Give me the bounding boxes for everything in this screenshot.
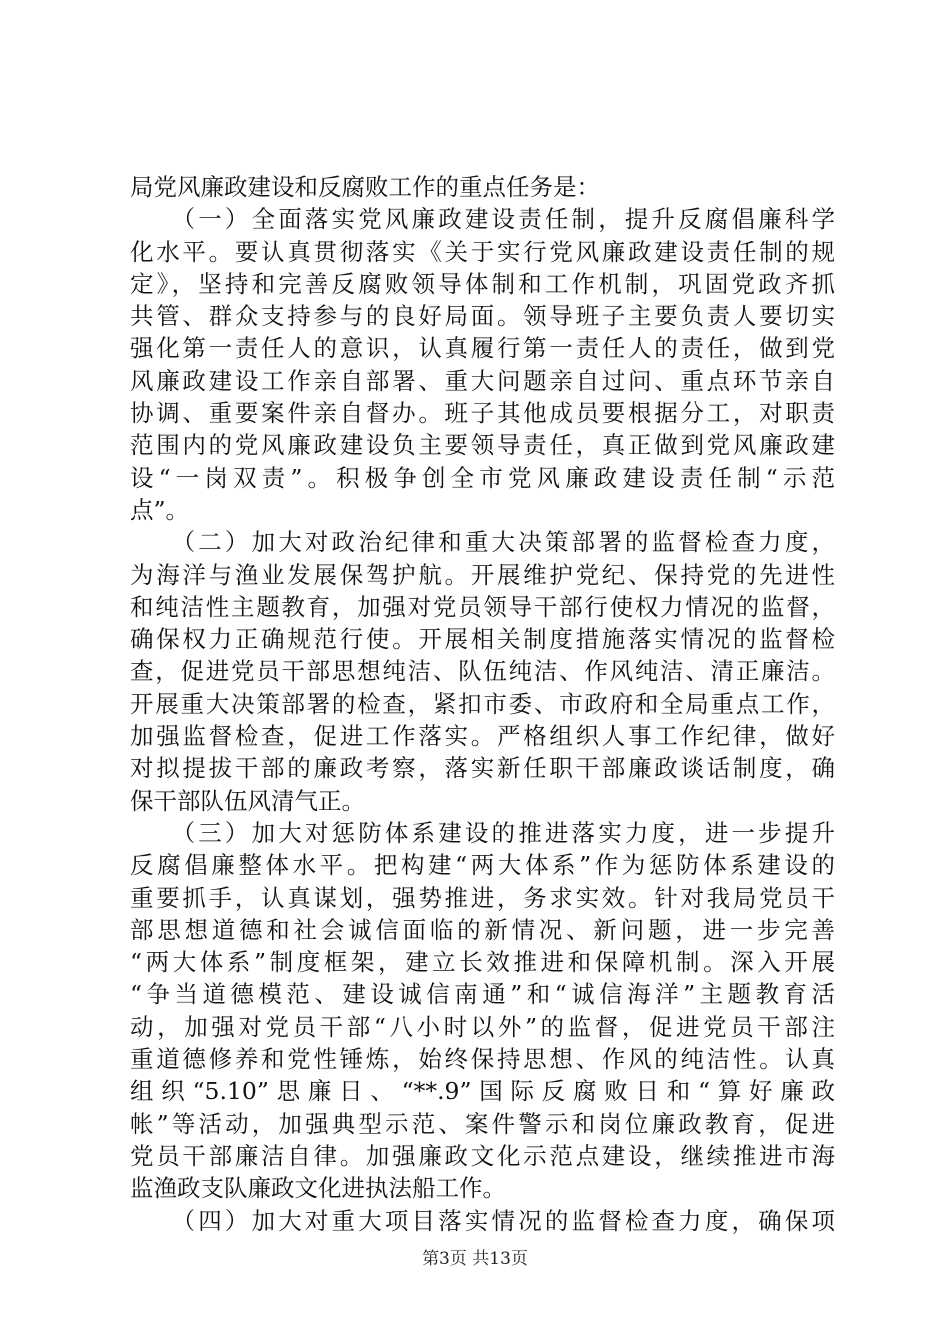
text-line: 组织“5.10”思廉日、“**.9”国际反腐败日和“算好廉政 [130,1077,835,1106]
text-line: 帐”等活动，加强典型示范、案件警示和岗位廉政教育，促进 [130,1109,835,1138]
text-line: 对拟提拔干部的廉政考察，落实新任职干部廉政谈话制度，确 [130,754,835,783]
text-line: 局党风廉政建设和反腐败工作的重点任务是： [130,173,600,201]
text-line: 动，加强对党员干部“八小时以外”的监督，促进党员干部注 [130,1012,835,1041]
text-line: 范围内的党风廉政建设负主要领导责任，真正做到党风廉政建 [130,431,835,460]
text-line: 监渔政支队廉政文化进执法船工作。 [130,1174,506,1203]
text-line: 反腐倡廉整体水平。把构建“两大体系”作为惩防体系建设的 [130,851,835,880]
text-line: 加强监督检查，促进工作落实。严格组织人事工作纪律，做好 [130,722,835,751]
document-body [130,171,835,1237]
text-line: （四）加大对重大项目落实情况的监督检查力度，确保项 [130,1206,835,1235]
text-line: （一）全面落实党风廉政建设责任制，提升反腐倡廉科学 [130,205,835,234]
text-line: （三）加大对惩防体系建设的推进落实力度，进一步提升 [130,818,835,847]
text-line: 确保权力正确规范行使。开展相关制度措施落实情况的监督检 [130,625,835,654]
text-line: 风廉政建设工作亲自部署、重大问题亲自过问、重点环节亲自 [130,366,835,395]
page-footer: 第3页 共13页 [422,1249,528,1269]
text-line: 定》，坚持和完善反腐败领导体制和工作机制，巩固党政齐抓 [130,269,835,298]
text-line: 开展重大决策部署的检查，紧扣市委、市政府和全局重点工作， [130,689,835,718]
text-line: 设“一岗双责”。积极争创全市党风廉政建设责任制“示范 [130,463,835,492]
text-line: 化水平。要认真贯彻落实《关于实行党风廉政建设责任制的规 [130,237,835,266]
text-line: 为海洋与渔业发展保驾护航。开展维护党纪、保持党的先进性 [130,560,835,589]
text-line: “两大体系”制度框架，建立长效推进和保障机制。深入开展 [130,948,835,977]
text-line: 保干部队伍风清气正。 [130,786,365,815]
text-line: 协调、重要案件亲自督办。班子其他成员要根据分工，对职责 [130,399,835,428]
text-line: 重道德修养和党性锤炼，始终保持思想、作风的纯洁性。认真 [130,1045,835,1074]
text-line: “争当道德模范、建设诚信南通”和“诚信海洋”主题教育活 [130,980,835,1009]
text-line: 部思想道德和社会诚信面临的新情况、新问题，进一步完善 [130,915,835,944]
text-line: 查，促进党员干部思想纯洁、队伍纯洁、作风纯洁、清正廉洁。 [130,657,835,686]
text-line: 重要抓手，认真谋划，强势推进，务求实效。针对我局党员干 [130,883,835,912]
text-line: （二）加大对政治纪律和重大决策部署的监督检查力度， [130,528,835,557]
text-line: 和纯洁性主题教育，加强对党员领导干部行使权力情况的监督， [130,592,835,621]
text-line: 共管、群众支持参与的良好局面。领导班子主要负责人要切实 [130,302,835,331]
text-line: 强化第一责任人的意识，认真履行第一责任人的责任，做到党 [130,334,835,363]
text-line: 点”。 [130,495,190,524]
text-line: 党员干部廉洁自律。加强廉政文化示范点建设，继续推进市海 [130,1141,835,1170]
